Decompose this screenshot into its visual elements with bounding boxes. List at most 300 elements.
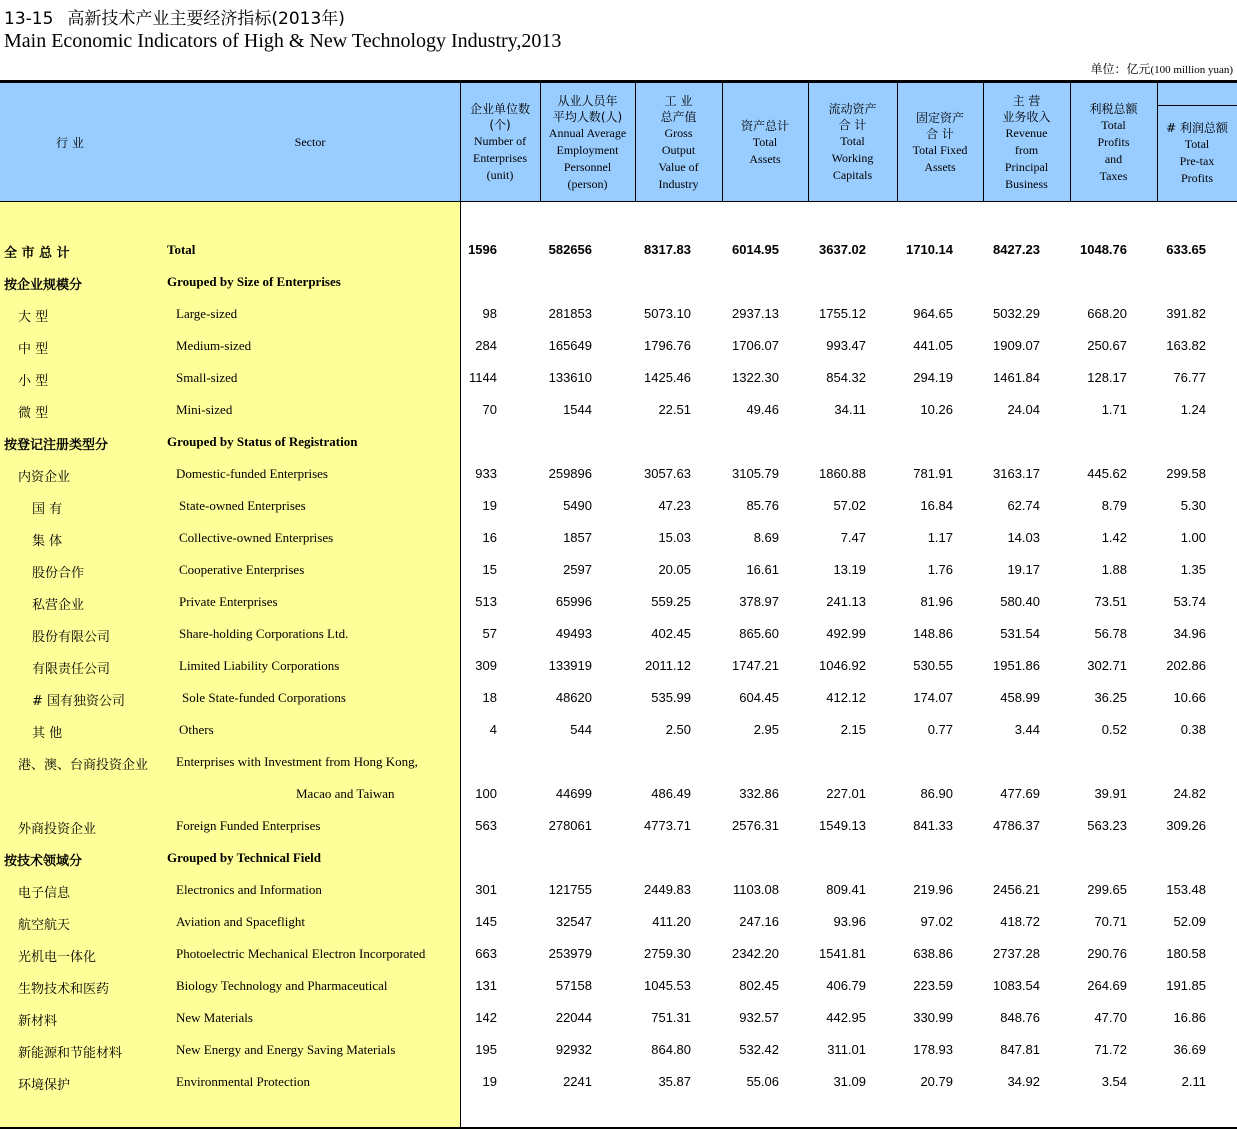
row-value: 1710.14 (906, 242, 953, 257)
row-value: 10.26 (920, 402, 953, 417)
column-header-cn-line: 业务收入 (1002, 109, 1051, 124)
row-value: 1461.84 (993, 370, 1040, 385)
row-sector-en: Cooperative Enterprises (179, 562, 305, 577)
column-header-9 (1157, 105, 1237, 202)
row-sector-en: Domestic-funded Enterprises (176, 466, 328, 481)
table-row (0, 682, 1237, 714)
row-value: 1046.92 (819, 658, 866, 673)
row-sector-en: New Materials (176, 1010, 253, 1025)
bottom-rule (0, 1127, 1237, 1129)
row-value: 36.25 (1094, 690, 1127, 705)
column-header-cn-line: (个) (489, 118, 511, 132)
row-value: 10.66 (1173, 690, 1206, 705)
row-value: 7.47 (840, 530, 866, 545)
row-value: 34.11 (834, 402, 866, 417)
row-value: 442.95 (826, 1010, 866, 1025)
row-value: 76.77 (1173, 370, 1206, 385)
row-value: 278061 (548, 818, 592, 833)
row-sector-cn: 国 有 (32, 502, 63, 517)
row-value: 1857 (563, 530, 592, 545)
column-header-en-line: Enterprises (473, 151, 527, 165)
column-header-en-line: Principal (1004, 159, 1049, 174)
table-row (0, 298, 1237, 330)
table-row (0, 1066, 1237, 1098)
header-sector-cn: 行 业 (56, 135, 84, 150)
row-value: 18 (482, 690, 497, 705)
row-value: 1.17 (927, 530, 953, 545)
column-header-en-line: Industry (658, 176, 699, 191)
column-header-en-line: Personnel (563, 159, 612, 174)
row-sector-cn: 环境保护 (18, 1078, 71, 1093)
column-divider (635, 83, 636, 202)
row-value: 36.69 (1173, 1042, 1206, 1057)
row-sector-cn: 私营企业 (32, 598, 85, 613)
row-value: 8427.23 (993, 242, 1040, 257)
row-value: 477.69 (1000, 786, 1040, 801)
row-value: 49493 (555, 626, 592, 641)
row-value: 301 (475, 882, 497, 897)
unit-label (1090, 60, 1233, 77)
row-value: 19.17 (1007, 562, 1040, 577)
row-value: 299.65 (1087, 882, 1127, 897)
row-value: 638.86 (913, 946, 953, 961)
column-header-en-line: Revenue (1005, 125, 1048, 140)
row-value: 3.54 (1101, 1074, 1127, 1089)
row-value: 1425.46 (644, 370, 691, 385)
row-value: 751.31 (651, 1010, 691, 1025)
row-sector-cn: 微 型 (18, 406, 49, 421)
row-value: 2241 (563, 1074, 592, 1089)
row-value: 3163.17 (993, 466, 1040, 481)
table-row (0, 458, 1237, 490)
column-header-cn-line: # 利润总额 (1166, 121, 1228, 135)
row-value: 142 (475, 1010, 497, 1025)
row-value: 582656 (548, 242, 592, 257)
column-header-6 (897, 83, 983, 202)
row-value: 57.02 (833, 498, 866, 513)
row-sector-cn: 内资企业 (18, 470, 71, 485)
row-sector-cn: # 国有独资公司 (32, 694, 126, 709)
column-header-1 (460, 83, 540, 202)
row-value: 5.30 (1180, 498, 1206, 513)
column-divider (1070, 83, 1071, 202)
table-row (0, 266, 1237, 298)
row-value: 259896 (548, 466, 592, 481)
table-row (0, 234, 1237, 266)
column-header-en-line: (person) (567, 176, 608, 191)
row-sector-en: Private Enterprises (179, 594, 278, 609)
column-divider (983, 83, 984, 202)
row-value: 3057.63 (644, 466, 691, 481)
row-value: 1.42 (1101, 530, 1127, 545)
row-value: 530.55 (913, 658, 953, 673)
row-value: 332.86 (739, 786, 779, 801)
row-value: 559.25 (651, 594, 691, 609)
row-value: 19 (482, 498, 497, 513)
row-sector-en: Mini-sized (176, 402, 233, 417)
row-value: 8.79 (1101, 498, 1127, 513)
row-value: 98 (482, 306, 497, 321)
header-sector-en: Sector (294, 135, 326, 149)
row-value: 1596 (468, 242, 497, 257)
row-sector-en: Aviation and Spaceflight (176, 914, 306, 929)
row-value: 864.80 (651, 1042, 691, 1057)
column-header-en-line: and (1104, 151, 1123, 166)
column-header-en-line: Gross (664, 125, 693, 140)
table-number: 13-15 (4, 9, 54, 29)
row-value: 163.82 (1166, 338, 1206, 353)
row-sector-en: Enterprises with Investment from Hong Kong, (176, 754, 418, 769)
row-sector-en: Collective-owned Enterprises (179, 530, 334, 545)
row-value: 281853 (548, 306, 592, 321)
row-value: 223.59 (913, 978, 953, 993)
column-divider (897, 83, 898, 202)
column-header-cn-line: 主 营 (1012, 93, 1041, 108)
row-sector-en: Sole State-funded Corporations (182, 690, 346, 705)
column-header-cn-line: 从业人员年 (557, 93, 618, 108)
column-header-en-line: Total (1101, 117, 1126, 132)
row-sector-cn: 股份有限公司 (32, 630, 111, 645)
row-value: 854.32 (826, 370, 866, 385)
row-value: 52.09 (1173, 914, 1206, 929)
column-header-7 (983, 83, 1070, 202)
row-sector-cn: 生物技术和医药 (18, 982, 110, 997)
table-row (0, 618, 1237, 650)
row-value: 299.58 (1166, 466, 1206, 481)
row-value: 247.16 (739, 914, 779, 929)
row-value: 71.72 (1094, 1042, 1127, 1057)
table-row (0, 842, 1237, 874)
row-value: 219.96 (913, 882, 953, 897)
row-value: 1083.54 (993, 978, 1040, 993)
table-row (0, 522, 1237, 554)
row-sector-en: Share-holding Corporations Ltd. (179, 626, 349, 641)
row-sector-cn: 其 他 (32, 726, 63, 741)
table-body (0, 234, 1237, 1098)
row-sector-en: Macao and Taiwan (296, 786, 395, 801)
row-value: 53.74 (1173, 594, 1206, 609)
row-value: 378.97 (739, 594, 779, 609)
row-value: 311.01 (827, 1042, 866, 1057)
row-value: 668.20 (1087, 306, 1127, 321)
row-value: 1796.76 (644, 338, 691, 353)
row-value: 2342.20 (732, 946, 779, 961)
row-sector-en: Environmental Protection (176, 1074, 310, 1089)
column-divider (808, 83, 809, 202)
row-value: 302.71 (1087, 658, 1127, 673)
row-value: 22044 (555, 1010, 592, 1025)
column-header-en-line: Assets (749, 151, 781, 166)
row-value: 563.23 (1087, 818, 1127, 833)
table-row (0, 426, 1237, 458)
row-value: 253979 (548, 946, 592, 961)
row-value: 1549.13 (819, 818, 866, 833)
row-value: 73.51 (1094, 594, 1127, 609)
table-row (0, 938, 1237, 970)
row-value: 65996 (555, 594, 592, 609)
row-sector-cn: 按企业规模分 (4, 278, 83, 293)
row-sector-en: New Energy and Energy Saving Materials (176, 1042, 396, 1057)
row-sector-cn: 按技术领域分 (4, 854, 83, 869)
unit-cn: 单位：亿元 (1090, 62, 1151, 76)
row-value: 604.45 (739, 690, 779, 705)
row-value: 57158 (555, 978, 592, 993)
row-value: 781.91 (913, 466, 953, 481)
table-row (0, 810, 1237, 842)
table-row (0, 970, 1237, 1002)
row-value: 121755 (548, 882, 592, 897)
row-value: 1103.08 (732, 882, 779, 897)
row-value: 3105.79 (732, 466, 779, 481)
row-value: 330.99 (913, 1010, 953, 1025)
row-sector-cn: 全 市 总 计 (4, 246, 70, 261)
row-value: 531.54 (1000, 626, 1040, 641)
table-row (0, 330, 1237, 362)
row-value: 290.76 (1087, 946, 1127, 961)
row-value: 13.19 (833, 562, 866, 577)
row-value: 1.88 (1101, 562, 1127, 577)
row-value: 809.41 (826, 882, 866, 897)
row-value: 133919 (548, 658, 592, 673)
row-value: 513 (475, 594, 497, 609)
row-value: 2449.83 (644, 882, 691, 897)
row-value: 1706.07 (732, 338, 779, 353)
row-value: 15 (482, 562, 497, 577)
row-value: 284 (475, 338, 497, 353)
column-divider (722, 83, 723, 202)
row-value: 2.50 (665, 722, 691, 737)
row-value: 6014.95 (732, 242, 779, 257)
row-value: 81.96 (920, 594, 953, 609)
row-sector-cn: 中 型 (18, 342, 49, 357)
table-row (0, 778, 1237, 810)
column-header-en-line: Working (831, 151, 874, 165)
row-value: 4786.37 (993, 818, 1040, 833)
row-value: 1860.88 (819, 466, 866, 481)
row-value: 0.77 (927, 722, 953, 737)
row-sector-en: Total (167, 242, 196, 257)
title-cn-text: 高新技术产业主要经济指标(2013年) (67, 9, 345, 29)
row-value: 2737.28 (993, 946, 1040, 961)
column-header-cn-line: 总产值 (660, 109, 697, 124)
column-header-en-line: Number of (473, 134, 527, 148)
header-subrule (1157, 105, 1237, 106)
row-sector-en: Limited Liability Corporations (179, 658, 340, 673)
row-sector-cn: 港、澳、台商投资企业 (18, 758, 149, 773)
row-value: 580.40 (1000, 594, 1040, 609)
column-header-cn-line: 平均人数(人) (552, 109, 623, 124)
row-value: 178.93 (913, 1042, 953, 1057)
table-row (0, 714, 1237, 746)
row-value: 1951.86 (993, 658, 1040, 673)
row-value: 250.67 (1087, 338, 1127, 353)
row-value: 294.19 (913, 370, 953, 385)
row-value: 445.62 (1087, 466, 1127, 481)
row-sector-en: Photoelectric Mechanical Electron Incorporated (176, 946, 426, 961)
column-header-en-line: Business (1005, 176, 1048, 191)
row-value: 49.46 (746, 402, 779, 417)
row-sector-cn: 新材料 (18, 1014, 58, 1029)
table-row (0, 586, 1237, 618)
table-title-en: Main Economic Indicators of High & New Technology Industry,2013 (4, 30, 562, 52)
row-value: 16.61 (746, 562, 779, 577)
row-value: 241.13 (826, 594, 866, 609)
row-value: 195 (475, 1042, 497, 1057)
row-value: 55.06 (746, 1074, 779, 1089)
row-value: 86.90 (920, 786, 953, 801)
row-value: 264.69 (1087, 978, 1127, 993)
column-header-cn-line: 合 计 (838, 118, 867, 132)
row-value: 412.12 (826, 690, 866, 705)
row-sector-cn: 新能源和节能材料 (18, 1046, 123, 1061)
row-value: 34.92 (1007, 1074, 1040, 1089)
row-value: 57 (482, 626, 497, 641)
row-sector-cn: 集 体 (32, 534, 63, 549)
row-value: 5032.29 (993, 306, 1040, 321)
table-title-cn (4, 4, 345, 29)
row-value: 1144 (469, 370, 497, 385)
row-sector-cn: 光机电一体化 (18, 950, 97, 965)
column-header-cn-line: 工 业 (664, 93, 693, 108)
row-value: 932.57 (739, 1010, 779, 1025)
row-value: 8.69 (753, 530, 779, 545)
row-value: 131 (475, 978, 497, 993)
row-value: 458.99 (1000, 690, 1040, 705)
row-value: 44699 (555, 786, 592, 801)
row-value: 20.79 (920, 1074, 953, 1089)
row-value: 148.86 (913, 626, 953, 641)
column-header-en-line: Pre-tax (1179, 154, 1215, 168)
row-value: 1322.30 (732, 370, 779, 385)
column-header-en-line: Capitals (832, 168, 873, 182)
row-sector-cn: 小 型 (18, 374, 49, 389)
row-sector-cn: 大 型 (18, 310, 49, 325)
row-value: 48620 (555, 690, 592, 705)
row-value: 411.20 (652, 914, 691, 929)
row-value: 964.65 (913, 306, 953, 321)
column-divider (540, 83, 541, 202)
column-header-en-line: Annual Average (548, 125, 627, 140)
row-value: 70.71 (1094, 914, 1127, 929)
column-header-en-line: Output (661, 142, 696, 157)
row-value: 85.76 (746, 498, 779, 513)
table-row (0, 394, 1237, 426)
column-header-5 (808, 83, 897, 202)
row-value: 47.70 (1094, 1010, 1127, 1025)
row-value: 802.45 (739, 978, 779, 993)
row-value: 165649 (548, 338, 592, 353)
row-value: 14.03 (1007, 530, 1040, 545)
row-value: 492.99 (826, 626, 866, 641)
row-value: 1.00 (1180, 530, 1206, 545)
column-header-en-line: Total (1184, 137, 1210, 151)
row-value: 5490 (563, 498, 592, 513)
row-value: 535.99 (651, 690, 691, 705)
row-value: 128.17 (1087, 370, 1127, 385)
row-value: 848.76 (1000, 1010, 1040, 1025)
row-value: 174.07 (913, 690, 953, 705)
column-header-2 (540, 83, 635, 202)
column-header-cn-line: 流动资产 (828, 102, 877, 116)
row-sector-en: Electronics and Information (176, 882, 322, 897)
column-header-cn-line: 合 计 (926, 126, 954, 141)
column-header-8 (1070, 83, 1157, 202)
row-value: 406.79 (826, 978, 866, 993)
row-sector-cn: 有限责任公司 (32, 662, 111, 677)
row-value: 1.24 (1180, 402, 1206, 417)
row-value: 563 (475, 818, 497, 833)
table-row (0, 1002, 1237, 1034)
row-sector-en: State-owned Enterprises (179, 498, 306, 513)
column-header-en-line: from (1014, 142, 1039, 157)
row-value: 70 (482, 402, 497, 417)
column-header-en-line: Value of (658, 159, 699, 174)
column-header-en-line: Assets (924, 159, 956, 174)
row-value: 92932 (555, 1042, 592, 1057)
table-row (0, 490, 1237, 522)
row-value: 418.72 (1000, 914, 1040, 929)
row-sector-en: Grouped by Size of Enterprises (167, 274, 341, 289)
row-value: 1045.53 (644, 978, 691, 993)
row-value: 20.05 (658, 562, 691, 577)
row-value: 402.45 (651, 626, 691, 641)
row-sector-en: Grouped by Status of Registration (167, 434, 358, 449)
table-row (0, 554, 1237, 586)
row-value: 3.44 (1014, 722, 1040, 737)
row-value: 1755.12 (819, 306, 866, 321)
row-value: 2759.30 (644, 946, 691, 961)
column-header-en-line: Total (752, 134, 778, 149)
table-row (0, 1034, 1237, 1066)
column-header-cn-line: 资产总计 (740, 118, 789, 133)
column-divider (1157, 83, 1158, 202)
row-value: 39.91 (1094, 786, 1127, 801)
column-header-en-line: Employment (556, 142, 619, 157)
column-header-en-line: Profits (1180, 171, 1213, 185)
row-value: 56.78 (1094, 626, 1127, 641)
row-value: 2.11 (1181, 1074, 1206, 1089)
row-value: 391.82 (1166, 306, 1206, 321)
row-sector-cn: 外商投资企业 (18, 822, 97, 837)
row-value: 22.51 (658, 402, 691, 417)
row-value: 145 (475, 914, 497, 929)
row-value: 2456.21 (993, 882, 1040, 897)
row-value: 0.52 (1101, 722, 1127, 737)
row-value: 4 (489, 722, 497, 737)
column-header-cn-line: 企业单位数 (469, 102, 530, 116)
row-value: 16.84 (920, 498, 953, 513)
row-value: 202.86 (1166, 658, 1206, 673)
table-row (0, 906, 1237, 938)
row-value: 847.81 (1000, 1042, 1040, 1057)
row-value: 5073.10 (644, 306, 691, 321)
row-value: 486.49 (651, 786, 691, 801)
row-value: 16.86 (1173, 1010, 1206, 1025)
row-value: 24.82 (1173, 786, 1206, 801)
row-value: 1909.07 (993, 338, 1040, 353)
row-value: 1.76 (927, 562, 953, 577)
row-value: 93.96 (833, 914, 866, 929)
row-sector-cn: 按登记注册类型分 (4, 438, 109, 453)
row-sector-cn: 电子信息 (18, 886, 71, 901)
row-sector-en: Biology Technology and Pharmaceutical (176, 978, 388, 993)
row-value: 47.23 (658, 498, 691, 513)
table-row (0, 650, 1237, 682)
row-value: 15.03 (658, 530, 691, 545)
row-value: 180.58 (1166, 946, 1206, 961)
table-row (0, 874, 1237, 906)
row-value: 663 (475, 946, 497, 961)
